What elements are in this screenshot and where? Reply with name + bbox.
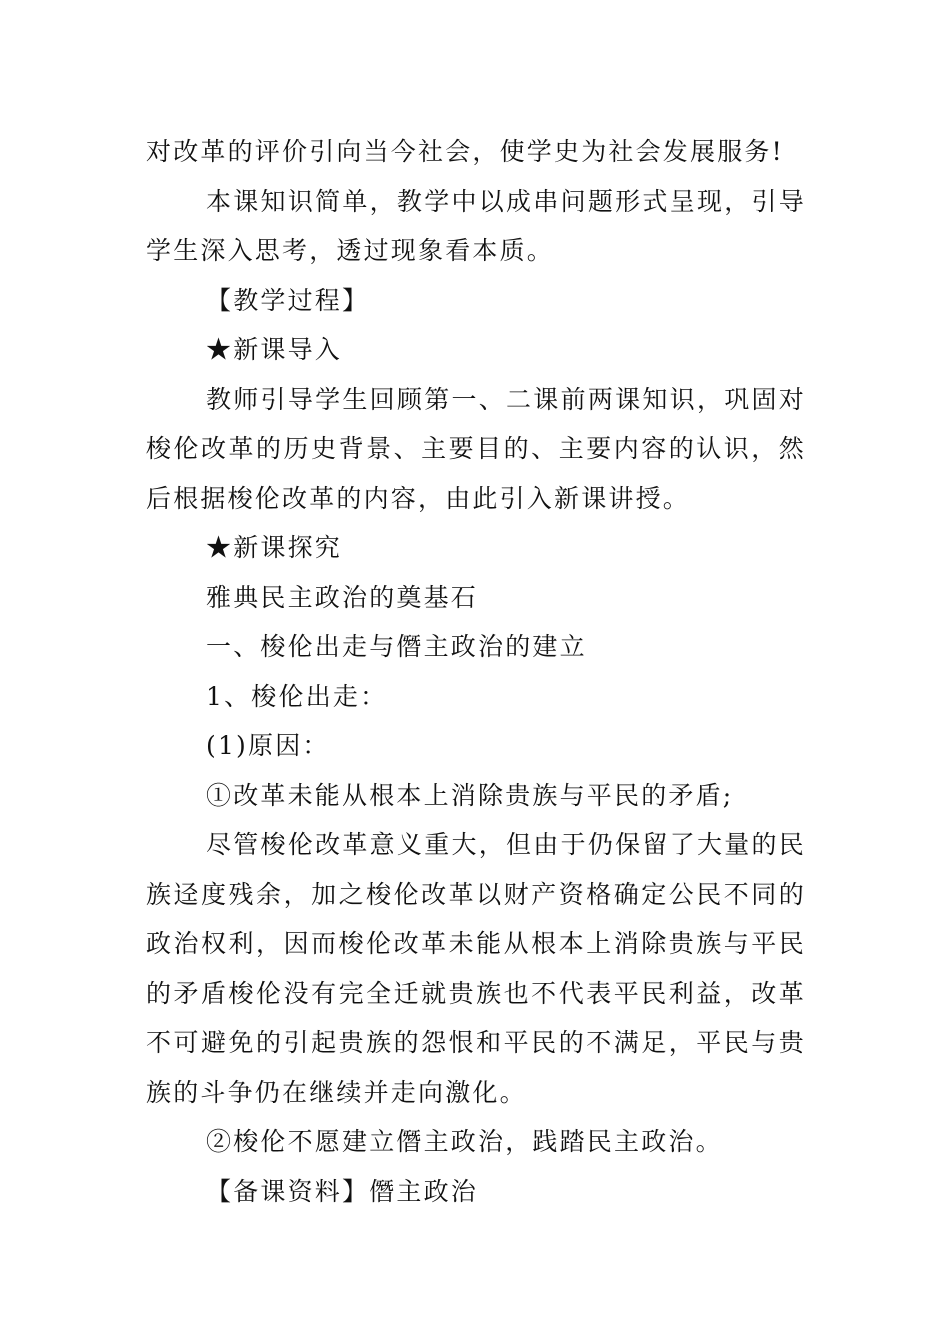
reason-point-2: ②梭伦不愿建立僭主政治，践踏民主政治。 bbox=[206, 1127, 723, 1156]
item-heading-1: 1、梭伦出走： bbox=[206, 681, 388, 711]
subheading-new-lesson-explore: ★新课探究 bbox=[206, 533, 343, 562]
section-heading-prep-material: 【备课资料】僭主政治 bbox=[206, 1176, 479, 1206]
paragraph-conclusion: 对改革的评价引向当今社会，使学史为社会发展服务! bbox=[146, 137, 784, 166]
subheading-new-lesson-intro: ★新课导入 bbox=[206, 335, 343, 364]
section-heading-teaching-process: 【教学过程】 bbox=[206, 285, 370, 315]
reason-point-1: ①改革未能从根本上消除贵族与平民的矛盾; bbox=[206, 780, 734, 810]
section-heading-one: 一、梭伦出走与僭主政治的建立 bbox=[206, 632, 587, 661]
paragraph-intro-text: 教师引导学生回顾第一、二课前两课知识，巩固对梭伦改革的历史背景、主要目的、主要内容的认识，然后根据梭伦改革的内容，由此引入新课讲授。 bbox=[146, 384, 806, 513]
lesson-title: 雅典民主政治的奠基石 bbox=[206, 582, 479, 612]
paragraph-lesson-note: 本课知识简单，教学中以成串问题形式呈现，引导学生深入思考，透过现象看本质。 bbox=[146, 186, 806, 265]
document-body bbox=[146, 127, 806, 1216]
paragraph-explanation: 尽管梭伦改革意义重大，但由于仍保留了大量的民族迳度残余，加之梭伦改革以财产资格确定公民不同的政治权利，因而梭伦改革未能从根本上消除贵族与平民的矛盾梭伦没有完全迁就贵族也不代表平民利益，改革不可避免的引起贵族的怨恨和平民的不满足，平民与贵族的斗争仍在继续并走向激化。 bbox=[146, 830, 806, 1107]
item-heading-reason: (1)原因： bbox=[206, 731, 330, 760]
